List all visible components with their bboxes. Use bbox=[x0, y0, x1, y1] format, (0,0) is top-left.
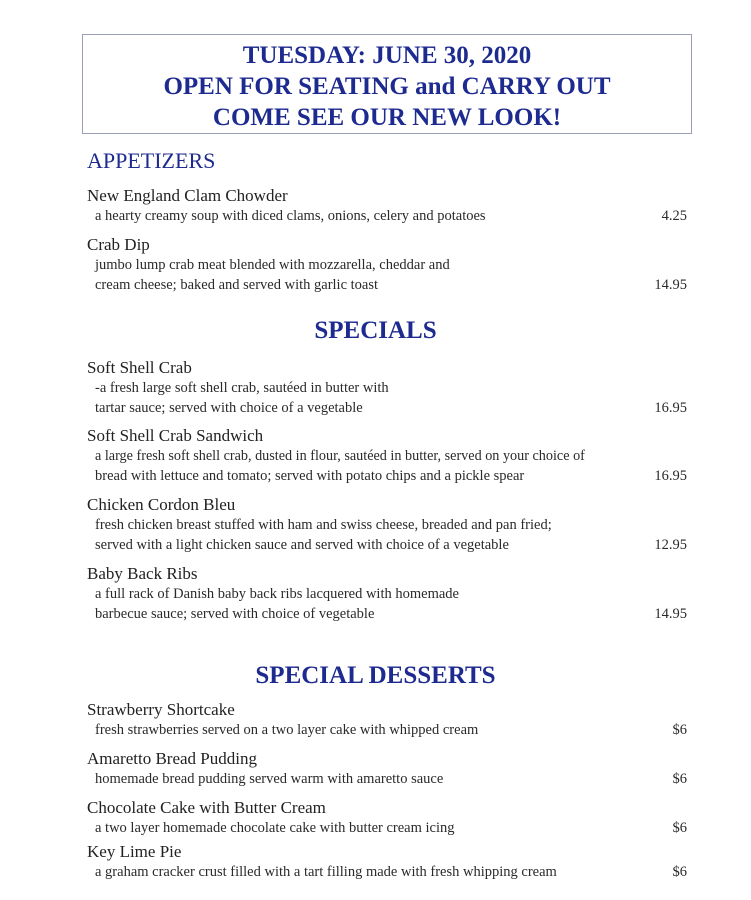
menu-item-description: a two layer homemade chocolate cake with butter cream icing bbox=[95, 820, 455, 836]
menu-item-price: 4.25 bbox=[661, 208, 687, 224]
menu-item-description: a graham cracker crust filled with a tart filling made with fresh whipping cream bbox=[95, 864, 557, 880]
menu-item-name: Soft Shell Crab Sandwich bbox=[87, 426, 264, 445]
menu-item-name: Key Lime Pie bbox=[87, 842, 182, 861]
menu-item-description: served with a light chicken sauce and served with choice of a vegetable bbox=[95, 537, 509, 553]
menu-item-price: 14.95 bbox=[654, 606, 687, 622]
banner-new-look: COME SEE OUR NEW LOOK! bbox=[212, 104, 562, 131]
menu-item-description: fresh chicken breast stuffed with ham and swiss cheese, breaded and pan fried; bbox=[95, 517, 552, 533]
menu-item-description: a large fresh soft shell crab, dusted in flour, sautéed in butter, served on your choice of bbox=[95, 448, 585, 464]
menu-item-name: Strawberry Shortcake bbox=[87, 700, 235, 719]
menu-item-name: Amaretto Bread Pudding bbox=[87, 749, 257, 768]
menu-item-description: cream cheese; baked and served with garlic toast bbox=[95, 277, 379, 293]
menu-item-description: homemade bread pudding served warm with amaretto sauce bbox=[95, 771, 444, 787]
menu-item-description: jumbo lump crab meat blended with mozzarella, cheddar and bbox=[95, 257, 450, 273]
menu-item-name: Chicken Cordon Bleu bbox=[87, 495, 236, 514]
desserts-heading: SPECIAL DESSERTS bbox=[255, 662, 496, 689]
menu-item-price: 16.95 bbox=[654, 468, 687, 484]
banner-date: TUESDAY: JUNE 30, 2020 bbox=[242, 42, 532, 69]
menu-item-description: fresh strawberries served on a two layer cake with whipped cream bbox=[95, 722, 479, 738]
menu-item-description: bread with lettuce and tomato; served with potato chips and a pickle spear bbox=[95, 468, 525, 484]
banner-open-notice: OPEN FOR SEATING and CARRY OUT bbox=[163, 73, 611, 100]
menu-item-price: $6 bbox=[672, 771, 687, 787]
menu-item-price: $6 bbox=[672, 864, 687, 880]
header-banner bbox=[82, 34, 692, 134]
menu-item-price: $6 bbox=[672, 820, 687, 836]
menu-item-price: 16.95 bbox=[654, 400, 687, 416]
menu-item-description: a full rack of Danish baby back ribs lacquered with homemade bbox=[95, 586, 459, 602]
menu-item-description: -a fresh large soft shell crab, sautéed in butter with bbox=[95, 380, 389, 396]
menu-item-name: Crab Dip bbox=[87, 235, 150, 254]
specials-heading: SPECIALS bbox=[314, 317, 437, 344]
menu-item-description: barbecue sauce; served with choice of vegetable bbox=[95, 606, 375, 622]
menu-item-description: a hearty creamy soup with diced clams, onions, celery and potatoes bbox=[95, 208, 486, 224]
menu-item-price: 14.95 bbox=[654, 277, 687, 293]
menu-item-name: New England Clam Chowder bbox=[87, 186, 288, 205]
menu-item-name: Chocolate Cake with Butter Cream bbox=[87, 798, 326, 817]
menu-item-price: 12.95 bbox=[654, 537, 687, 553]
menu-item-price: $6 bbox=[672, 722, 687, 738]
menu-item-name: Baby Back Ribs bbox=[87, 564, 198, 583]
appetizers-heading: APPETIZERS bbox=[87, 148, 216, 173]
menu-item-description: tartar sauce; served with choice of a vegetable bbox=[95, 400, 363, 416]
menu-item-name: Soft Shell Crab bbox=[87, 358, 192, 377]
